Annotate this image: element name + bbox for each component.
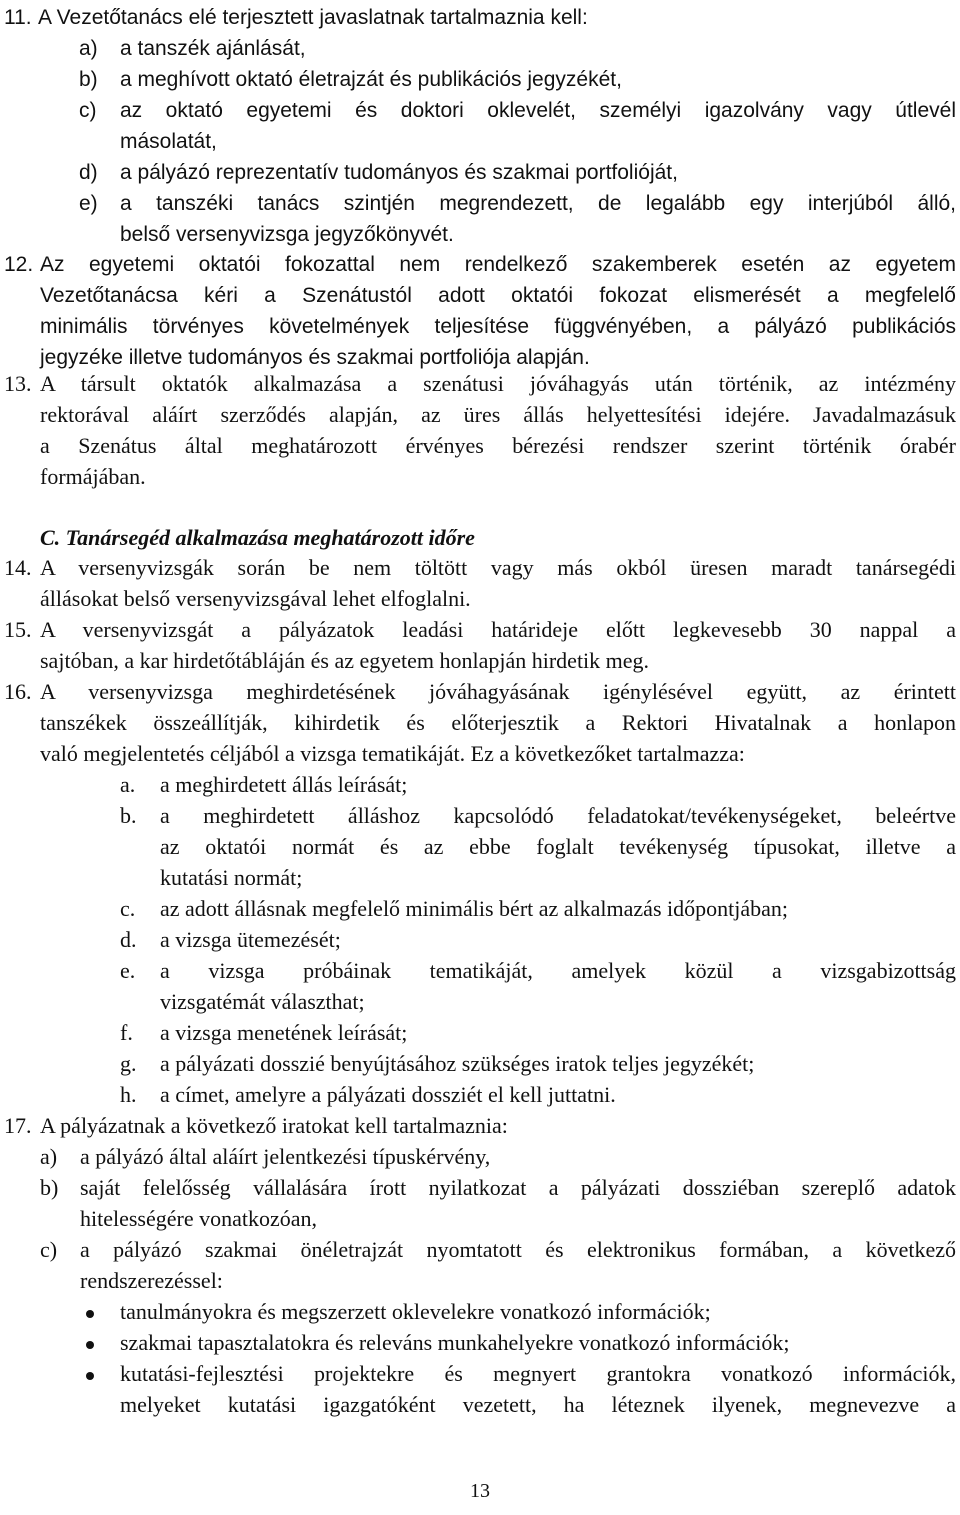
item-number: 16. (4, 679, 32, 704)
sub-item-text: a vizsga ütemezését; (160, 927, 341, 952)
item-text: sajtóban, a kar hirdetőtábláján és az egyetem honlapján hirdetik meg. (40, 648, 650, 673)
sub-item-text: a tanszék ajánlását, (120, 37, 306, 60)
item-number: 14. (4, 555, 32, 580)
sub-item-label: c) (40, 1237, 58, 1262)
sub-item-text: kutatási normát; (160, 865, 303, 890)
sub-item-label: a. (120, 772, 136, 797)
sub-item-label: f. (120, 1020, 133, 1045)
sub-item-label: g. (120, 1051, 137, 1076)
item-text: A társult oktatók alkalmazása a szenátusi jóváhagyás után történik, az intézmény (40, 371, 956, 396)
sub-item-text: rendszerezéssel: (80, 1268, 223, 1293)
sub-item-text: a pályázó reprezentatív tudományos és szakmai portfolióját, (120, 161, 678, 184)
sub-item-text: a vizsga menetének leírását; (160, 1020, 408, 1045)
page-number: 13 (470, 1480, 490, 1502)
bullet-text: szakmai tapasztalatokra és releváns munkahelyekre vonatkozó információk; (120, 1330, 790, 1355)
bullet-text: melyeket kutatási igazgatóként vezetett, ha léteznek ilyenek, megnevezve a (120, 1392, 956, 1417)
sub-item-text: a meghirdetett álláshoz kapcsolódó feladatokat/tevékenységeket, beleértve (160, 803, 956, 828)
sub-item-text: a pályázó által aláírt jelentkezési típuskérvény, (80, 1144, 491, 1169)
sub-item-label: e. (120, 958, 136, 983)
item-text: való megjelentetés céljából a vizsga tematikáját. Ez a következőket tartalmazza: (40, 741, 745, 766)
item-number: 11. (4, 6, 32, 29)
sub-item-text: a vizsga próbáinak tematikáját, amelyek közül a vizsgabizottság (160, 958, 956, 983)
item-text: rektorával aláírt szerződés alapján, az üres állás helyettesítési idejére. Javadalmazásuk (40, 402, 956, 427)
item-text: A versenyvizsgák során be nem töltött vagy más okból üresen maradt tanársegédi (40, 555, 956, 580)
sub-item-label: e) (79, 192, 98, 215)
item-text: Vezetőtanácsa kéri a Szenátustól adott oktatói fokozat elismerését a megfelelő (40, 284, 956, 307)
sub-item-text: a pályázati dosszié benyújtásához szükséges iratok teljes jegyzékét; (160, 1051, 755, 1076)
sub-item-text: a pályázó szakmai önéletrajzát nyomtatott és elektronikus formában, a következő (80, 1237, 956, 1262)
item-text: A versenyvizsgát a pályázatok leadási határideje előtt legkevesebb 30 nappal a (40, 617, 956, 642)
sub-item-label: d) (79, 161, 98, 184)
sub-item-label: a) (40, 1144, 58, 1169)
sub-item-text: a meghívott oktató életrajzát és publikációs jegyzékét, (120, 68, 622, 91)
sub-item-label: b) (40, 1175, 59, 1200)
item-number: 12. (4, 253, 34, 276)
bullet-icon (86, 1310, 94, 1318)
sub-item-label: c) (79, 99, 97, 122)
item-text: A versenyvizsga meghirdetésének jóváhagyásának igénylésével együtt, az érintett (40, 679, 956, 704)
sub-item-label: b. (120, 803, 137, 828)
sub-item-text: az oktató egyetemi és doktori oklevelét, személyi igazolvány vagy útlevél (120, 99, 956, 122)
sub-item-text: vizsgatémát választhat; (160, 989, 365, 1014)
bullet-icon (86, 1372, 94, 1380)
sub-item-text: hitelességére vonatkozóan, (80, 1206, 318, 1231)
sub-item-text: az adott állásnak megfelelő minimális bért az alkalmazás időpontjában; (160, 896, 788, 921)
sub-item-text: belső versenyvizsga jegyzőkönyvét. (120, 223, 454, 246)
sub-item-text: a címet, amelyre a pályázati dossziét el kell juttatni. (160, 1082, 616, 1107)
item-text: jegyzéke illetve tudományos és szakmai portfoliója alapján. (40, 346, 590, 369)
bullet-icon (86, 1341, 94, 1349)
item-number: 15. (4, 617, 32, 642)
sub-item-label: d. (120, 927, 137, 952)
item-number: 17. (4, 1113, 32, 1138)
item-text: Az egyetemi oktatói fokozattal nem rendelkező szakemberek esetén az egyetem (40, 253, 956, 276)
bullet-text: kutatási-fejlesztési projektekre és megnyert grantokra vonatkozó információk, (120, 1361, 956, 1386)
item-text: A pályázatnak a következő iratokat kell tartalmaznia: (40, 1113, 508, 1138)
sub-item-text: a meghirdetett állás leírását; (160, 772, 408, 797)
item-text: a Szenátus által meghatározott érvényes bérezési rendszer szerint történik órabér (40, 433, 956, 458)
sub-item-label: c. (120, 896, 136, 921)
item-text: tanszékek összeállítják, kihirdetik és előterjesztik a Rektori Hivatalnak a honlapon (40, 710, 956, 735)
sub-item-text: az oktatói normát és az ebbe foglalt tevékenység típusokat, illetve a (160, 834, 956, 859)
item-text: A Vezetőtanács elé terjesztett javaslatnak tartalmaznia kell: (38, 6, 588, 29)
sub-item-text: saját felelősség vállalására írott nyilatkozat a pályázati dossziéban szereplő adatok (80, 1175, 956, 1200)
sub-item-text: másolatát, (120, 130, 217, 153)
bullet-text: tanulmányokra és megszerzett oklevelekre vonatkozó információk; (120, 1299, 711, 1324)
sub-item-label: h. (120, 1082, 137, 1107)
item-number: 13. (4, 371, 32, 396)
sub-item-label: a) (79, 37, 98, 60)
sub-item-text: a tanszéki tanács szintjén megrendezett, de legalább egy interjúból álló, (120, 192, 956, 215)
section-heading-text: C. Tanársegéd alkalmazása meghatározott időre (40, 525, 475, 550)
item-text: minimális törvényes követelmények teljesítése függvényében, a pályázó publikációs (40, 315, 956, 338)
item-text: állásokat belső versenyvizsgával lehet elfoglalni. (40, 586, 471, 611)
item-text: formájában. (40, 464, 146, 489)
sub-item-label: b) (79, 68, 98, 91)
